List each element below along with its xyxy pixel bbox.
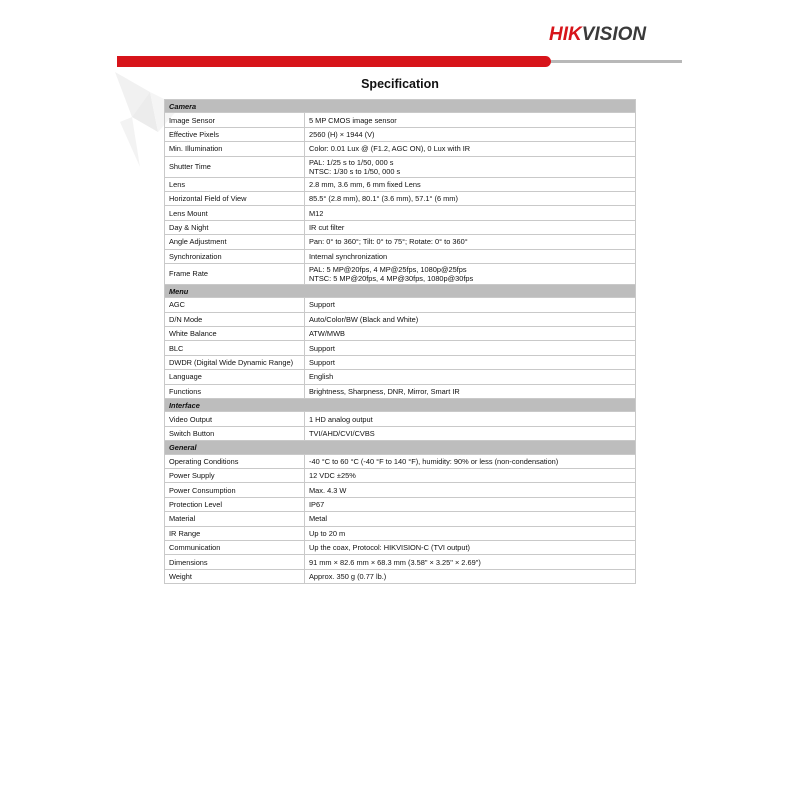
- spec-label: Language: [165, 370, 305, 384]
- table-row: [165, 191, 636, 205]
- spec-label: Power Supply: [165, 468, 305, 482]
- spec-value: [305, 127, 636, 141]
- spec-value: [305, 235, 636, 249]
- spec-value-line: Color: 0.01 Lux @ (F1.2, AGC ON), 0 Lux with IR: [309, 144, 471, 154]
- table-row: [165, 540, 636, 554]
- spec-label: Horizontal Field of View: [165, 191, 305, 205]
- spec-value-line: English: [309, 372, 334, 382]
- spec-value: [305, 206, 636, 220]
- spec-label: Effective Pixels: [165, 127, 305, 141]
- spec-value: [305, 156, 636, 177]
- table-row: [165, 142, 636, 156]
- spec-value-line: IP67: [309, 499, 325, 509]
- spec-label: White Balance: [165, 327, 305, 341]
- spec-value-line: Metal: [309, 514, 328, 524]
- spec-value: [305, 468, 636, 482]
- spec-value: [305, 142, 636, 156]
- section-header: Interface: [165, 399, 636, 412]
- spec-label: Protection Level: [165, 497, 305, 511]
- spec-value: [305, 426, 636, 440]
- spec-value-line: 12 VDC ±25%: [309, 471, 356, 481]
- section-header: Camera: [165, 100, 636, 113]
- table-row: [165, 426, 636, 440]
- table-row: [165, 454, 636, 468]
- page-title: Specification: [361, 77, 439, 91]
- spec-value-line: PAL: 5 MP@20fps, 4 MP@25fps, 1080p@25fps: [309, 264, 467, 274]
- spec-value-line: 5 MP CMOS image sensor: [309, 115, 397, 125]
- spec-label: Shutter Time: [165, 156, 305, 177]
- table-row: [165, 355, 636, 369]
- spec-label: Frame Rate: [165, 263, 305, 284]
- spec-value-line: IR cut filter: [309, 222, 345, 232]
- spec-label: Dimensions: [165, 555, 305, 569]
- spec-value-line: Support: [309, 358, 335, 368]
- spec-label: Operating Conditions: [165, 454, 305, 468]
- table-row: [165, 235, 636, 249]
- table-row: [165, 483, 636, 497]
- spec-value-line: 2560 (H) × 1944 (V): [309, 129, 375, 139]
- spec-label: Functions: [165, 384, 305, 398]
- spec-label: Lens: [165, 177, 305, 191]
- spec-value: [305, 569, 636, 583]
- table-row: [165, 113, 636, 127]
- table-row: [165, 341, 636, 355]
- logo-text-hik: HIK: [549, 24, 582, 45]
- spec-label: D/N Mode: [165, 312, 305, 326]
- section-header-row: [165, 441, 636, 454]
- section-header-row: [165, 284, 636, 297]
- spec-value-line: Up to 20 m: [309, 528, 346, 538]
- table-row: [165, 497, 636, 511]
- table-row: [165, 412, 636, 426]
- spec-label: Switch Button: [165, 426, 305, 440]
- spec-value-line: Max. 4.3 W: [309, 485, 347, 495]
- spec-value-line: -40 °C to 60 °C (-40 °F to 140 °F), humidity: 90% or less (non-condensation): [309, 456, 559, 466]
- table-row: [165, 263, 636, 284]
- table-row: [165, 569, 636, 583]
- header-grey-line: [551, 60, 682, 63]
- table-row: [165, 127, 636, 141]
- spec-value-line: Support: [309, 343, 335, 353]
- spec-label: Video Output: [165, 412, 305, 426]
- table-row: [165, 526, 636, 540]
- spec-label: Lens Mount: [165, 206, 305, 220]
- table-row: [165, 298, 636, 312]
- section-header-row: [165, 399, 636, 412]
- spec-value-line: Approx. 350 g (0.77 lb.): [309, 571, 387, 581]
- table-row: [165, 220, 636, 234]
- spec-value: [305, 191, 636, 205]
- logo-text-vision: VISION: [581, 24, 647, 45]
- spec-value-line: Support: [309, 300, 335, 310]
- spec-label: Image Sensor: [165, 113, 305, 127]
- spec-value: [305, 263, 636, 284]
- spec-value-line: Pan: 0° to 360°; Tilt: 0° to 75°; Rotate: 0° to 360°: [309, 237, 468, 247]
- spec-value: [305, 312, 636, 326]
- spec-value: [305, 497, 636, 511]
- spec-label: Material: [165, 512, 305, 526]
- spec-value: [305, 341, 636, 355]
- spec-label: BLC: [165, 341, 305, 355]
- spec-value-line: Up the coax, Protocol: HIKVISION-C (TVI output): [309, 543, 471, 553]
- spec-value-line: M12: [309, 208, 324, 218]
- spec-value: [305, 454, 636, 468]
- table-row: [165, 312, 636, 326]
- spec-value: [305, 113, 636, 127]
- spec-value: [305, 298, 636, 312]
- spec-value-line: 91 mm × 82.6 mm × 68.3 mm (3.58" × 3.25" × 2.69"): [309, 557, 481, 567]
- spec-value: [305, 526, 636, 540]
- spec-value-line: ATW/MWB: [309, 329, 345, 339]
- table-row: [165, 206, 636, 220]
- spec-value-line: TVI/AHD/CVI/CVBS: [309, 429, 375, 438]
- spec-value: [305, 370, 636, 384]
- spec-value-line: NTSC: 1/30 s to 1/50, 000 s: [309, 166, 401, 176]
- spec-value: [305, 540, 636, 554]
- spec-label: IR Range: [165, 526, 305, 540]
- spec-label: Power Consumption: [165, 483, 305, 497]
- section-header: General: [165, 441, 636, 454]
- spec-value-line: NTSC: 5 MP@20fps, 4 MP@30fps, 1080p@30fps: [309, 273, 474, 283]
- spec-value: [305, 555, 636, 569]
- spec-value: [305, 483, 636, 497]
- spec-label: Synchronization: [165, 249, 305, 263]
- table-row: [165, 327, 636, 341]
- table-row: [165, 249, 636, 263]
- table-row: [165, 370, 636, 384]
- table-row: [165, 468, 636, 482]
- spec-label: Weight: [165, 569, 305, 583]
- spec-label: Min. Illumination: [165, 142, 305, 156]
- table-row: [165, 156, 636, 177]
- spec-value-line: Internal synchronization: [309, 251, 388, 261]
- spec-value-line: 2.8 mm, 3.6 mm, 6 mm fixed Lens: [309, 179, 421, 189]
- spec-value: [305, 177, 636, 191]
- spec-label: Day & Night: [165, 220, 305, 234]
- spec-value-line: 85.5° (2.8 mm), 80.1° (3.6 mm), 57.1° (6 mm): [309, 194, 458, 204]
- spec-value: [305, 384, 636, 398]
- section-header: Menu: [165, 284, 636, 297]
- spec-value-line: 1 HD analog output: [309, 414, 373, 424]
- table-row: [165, 177, 636, 191]
- spec-label: DWDR (Digital Wide Dynamic Range): [165, 355, 305, 369]
- spec-value: [305, 249, 636, 263]
- spec-value: [305, 412, 636, 426]
- table-row: [165, 512, 636, 526]
- section-header-row: [165, 100, 636, 113]
- spec-value-line: Auto/Color/BW (Black and White): [309, 314, 419, 324]
- spec-value-line: PAL: 1/25 s to 1/50, 000 s: [309, 157, 394, 167]
- spec-label: Angle Adjustment: [165, 235, 305, 249]
- spec-label: Communication: [165, 540, 305, 554]
- spec-value: [305, 355, 636, 369]
- spec-value: [305, 327, 636, 341]
- hikvision-logo: [549, 22, 657, 48]
- spec-label: AGC: [165, 298, 305, 312]
- spec-value: [305, 220, 636, 234]
- spec-value: [305, 512, 636, 526]
- specification-table: [164, 99, 636, 584]
- table-row: [165, 555, 636, 569]
- spec-value-line: Brightness, Sharpness, DNR, Mirror, Smart IR: [309, 386, 460, 396]
- table-row: [165, 384, 636, 398]
